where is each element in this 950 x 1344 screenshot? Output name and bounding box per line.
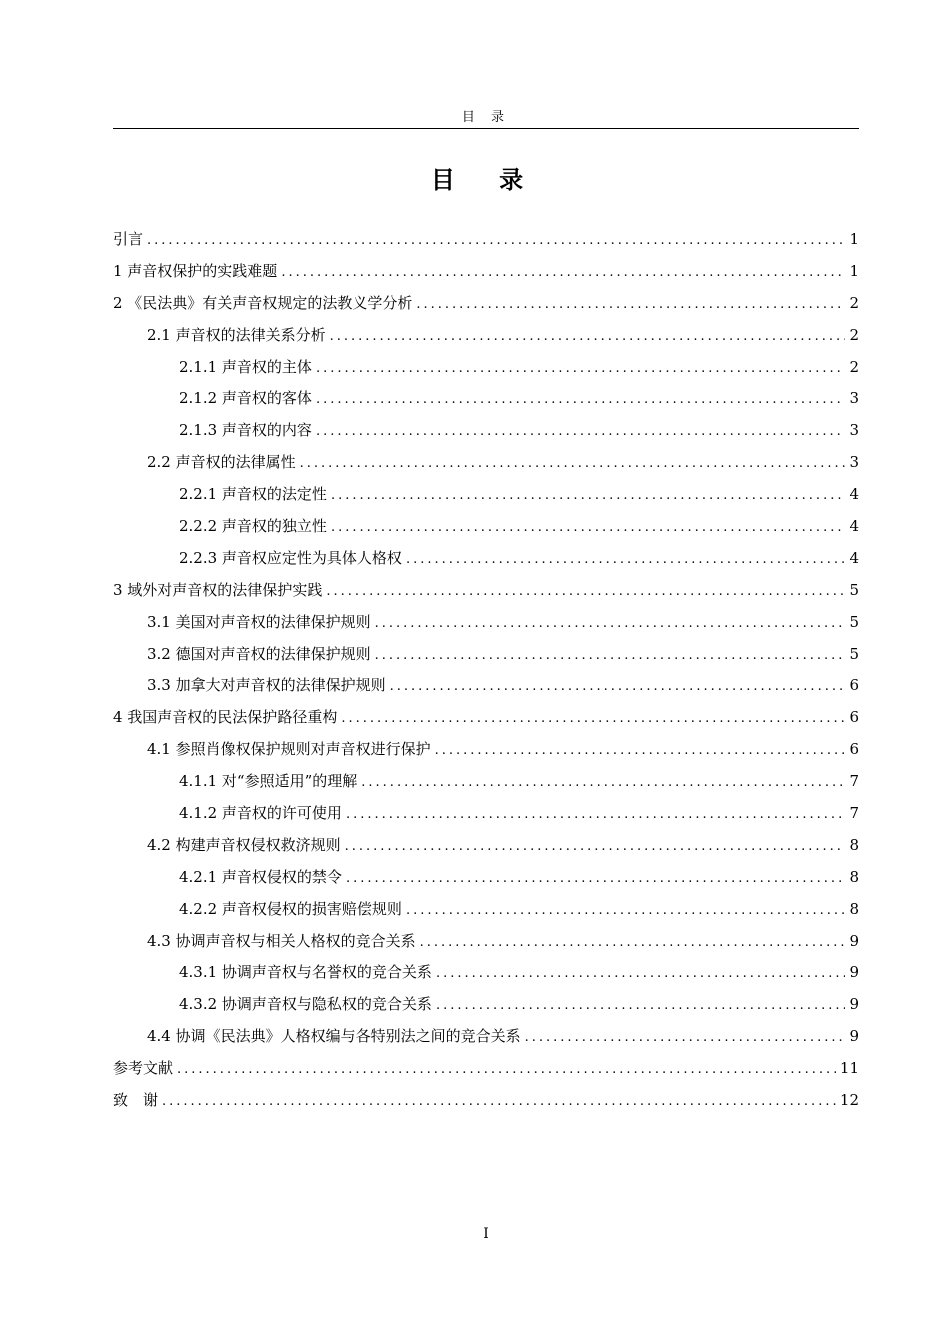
toc-dot-leader	[177, 1054, 836, 1086]
toc-dot-leader	[375, 640, 846, 672]
toc-dot-leader	[341, 703, 845, 735]
toc-dot-leader	[316, 353, 846, 385]
toc-entry-page: 12	[839, 1091, 859, 1110]
toc-entry-page: 8	[849, 835, 859, 854]
header-rule	[113, 128, 859, 129]
toc-entry[interactable]	[113, 639, 859, 671]
toc-entry[interactable]	[113, 352, 859, 384]
toc-entry[interactable]	[113, 479, 859, 511]
page-number: I	[483, 1226, 489, 1242]
toc-entry-page: 1	[849, 230, 859, 248]
toc-entry-label: 3.2 德国对声音权的法律保护规则	[147, 644, 371, 663]
toc-entry[interactable]	[113, 862, 859, 894]
toc-entry[interactable]	[113, 256, 859, 288]
toc-entry-label: 1 声音权保护的实践难题	[113, 261, 278, 280]
toc-entry-label: 4.1 参照肖像权保护规则对声音权进行保护	[147, 740, 431, 759]
toc-entry[interactable]	[113, 447, 859, 479]
toc-dot-leader	[525, 1022, 846, 1054]
page-title: 目 录	[430, 166, 542, 194]
toc-entry-page: 1	[849, 261, 859, 280]
toc-entry[interactable]	[113, 734, 859, 766]
toc-dot-leader	[406, 895, 846, 927]
toc-entry-label: 3.3 加拿大对声音权的法律保护规则	[147, 676, 386, 695]
toc-entry-page: 2	[849, 357, 859, 376]
running-header: 目 录	[461, 110, 511, 125]
toc-entry-page: 9	[849, 931, 859, 950]
toc-entry[interactable]	[113, 575, 859, 607]
toc-entry-page: 9	[849, 963, 859, 982]
toc-entry-label: 2.2 声音权的法律属性	[147, 453, 296, 472]
toc-entry-label: 3.1 美国对声音权的法律保护规则	[147, 612, 371, 631]
toc-entry[interactable]	[113, 830, 859, 862]
toc-entry[interactable]	[113, 670, 859, 702]
toc-entry-page: 4	[849, 517, 859, 536]
toc-entry-page: 9	[849, 1027, 859, 1046]
toc-entry-label: 2.1.3 声音权的内容	[179, 421, 312, 440]
toc-entry[interactable]	[113, 383, 859, 415]
toc-entry-page: 4	[849, 548, 859, 567]
toc-entry[interactable]	[113, 607, 859, 639]
toc-entry[interactable]	[113, 511, 859, 543]
toc-dot-leader	[435, 735, 846, 767]
toc-dot-leader	[436, 990, 846, 1022]
toc-dot-leader	[300, 448, 846, 480]
toc-dot-leader	[346, 863, 846, 895]
toc-entry-page: 2	[849, 293, 859, 312]
toc-entry[interactable]	[113, 543, 859, 575]
toc-entry[interactable]	[113, 288, 859, 320]
toc-entry-label: 2 《民法典》有关声音权规定的法教义学分析	[113, 293, 413, 312]
toc-entry-label: 4.2.2 声音权侵权的损害赔偿规则	[179, 899, 402, 918]
toc-entry[interactable]	[113, 1053, 859, 1085]
toc-dot-leader	[406, 544, 846, 576]
toc-entry-page: 7	[849, 804, 859, 823]
toc-dot-leader	[331, 480, 846, 512]
toc-entry[interactable]	[113, 766, 859, 798]
toc-entry-label: 2.1.2 声音权的客体	[179, 389, 312, 408]
toc-entry-label: 4.3 协调声音权与相关人格权的竞合关系	[147, 931, 416, 950]
toc-dot-leader	[330, 321, 846, 353]
toc-entry-label: 参考文献	[113, 1059, 174, 1078]
table-of-contents	[113, 224, 859, 1117]
toc-entry-label: 3 域外对声音权的法律保护实践	[113, 580, 323, 599]
toc-entry[interactable]	[113, 702, 859, 734]
toc-dot-leader	[331, 512, 846, 544]
toc-entry-page: 4	[849, 485, 859, 504]
toc-entry[interactable]	[113, 894, 859, 926]
toc-dot-leader	[375, 608, 846, 640]
toc-dot-leader	[420, 927, 846, 959]
toc-entry-page: 8	[849, 899, 859, 918]
toc-entry[interactable]	[113, 415, 859, 447]
toc-entry[interactable]	[113, 798, 859, 830]
toc-dot-leader	[361, 767, 845, 799]
toc-entry-label: 2.2.3 声音权应定性为具体人格权	[179, 548, 402, 567]
toc-entry-page: 5	[849, 612, 859, 631]
toc-entry[interactable]	[113, 926, 859, 958]
toc-entry-page: 5	[849, 580, 859, 599]
toc-entry-page: 6	[849, 708, 859, 727]
toc-entry[interactable]	[113, 320, 859, 352]
toc-dot-leader	[147, 225, 845, 257]
toc-entry-label: 4.2 构建声音权侵权救济规则	[147, 835, 341, 854]
toc-entry-label: 4.4 协调《民法典》人格权编与各特别法之间的竞合关系	[147, 1027, 521, 1046]
toc-entry[interactable]	[113, 989, 859, 1021]
toc-entry-label: 4.2.1 声音权侵权的禁令	[179, 867, 342, 886]
toc-entry[interactable]	[113, 1021, 859, 1053]
toc-entry-page: 7	[849, 772, 859, 791]
toc-entry-page: 6	[849, 740, 859, 759]
toc-entry-page: 11	[839, 1059, 859, 1078]
toc-dot-leader	[162, 1086, 836, 1118]
toc-entry-label: 4.1.2 声音权的许可使用	[179, 804, 342, 823]
toc-entry-label: 4 我国声音权的民法保护路径重构	[113, 708, 338, 727]
toc-entry-label: 致 谢	[113, 1091, 159, 1110]
toc-entry-label: 4.3.2 协调声音权与隐私权的竞合关系	[179, 995, 432, 1014]
toc-entry-page: 3	[849, 453, 859, 472]
toc-entry-page: 3	[849, 389, 859, 408]
toc-entry-page: 6	[849, 676, 859, 695]
toc-entry-label: 4.1.1 对“参照适用”的理解	[179, 772, 358, 791]
toc-entry[interactable]	[113, 957, 859, 989]
toc-entry-page: 9	[849, 995, 859, 1014]
toc-entry-page: 5	[849, 644, 859, 663]
toc-dot-leader	[416, 289, 845, 321]
toc-dot-leader	[390, 671, 846, 703]
toc-dot-leader	[316, 384, 846, 416]
toc-entry-label: 2.2.1 声音权的法定性	[179, 485, 327, 504]
toc-dot-leader	[346, 799, 846, 831]
toc-entry-page: 3	[849, 421, 859, 440]
toc-entry-label: 2.1.1 声音权的主体	[179, 357, 312, 376]
toc-dot-leader	[281, 257, 845, 289]
toc-dot-leader	[436, 958, 846, 990]
toc-entry-page: 8	[849, 867, 859, 886]
toc-entry-label: 2.1 声音权的法律关系分析	[147, 325, 326, 344]
toc-dot-leader	[345, 831, 846, 863]
toc-entry-label: 引言	[113, 230, 144, 248]
toc-entry[interactable]	[113, 224, 859, 256]
toc-entry-label: 4.3.1 协调声音权与名誉权的竞合关系	[179, 963, 432, 982]
toc-entry[interactable]	[113, 1085, 859, 1117]
toc-entry-page: 2	[849, 325, 859, 344]
toc-dot-leader	[316, 416, 846, 448]
toc-dot-leader	[326, 576, 845, 608]
toc-entry-label: 2.2.2 声音权的独立性	[179, 517, 327, 536]
